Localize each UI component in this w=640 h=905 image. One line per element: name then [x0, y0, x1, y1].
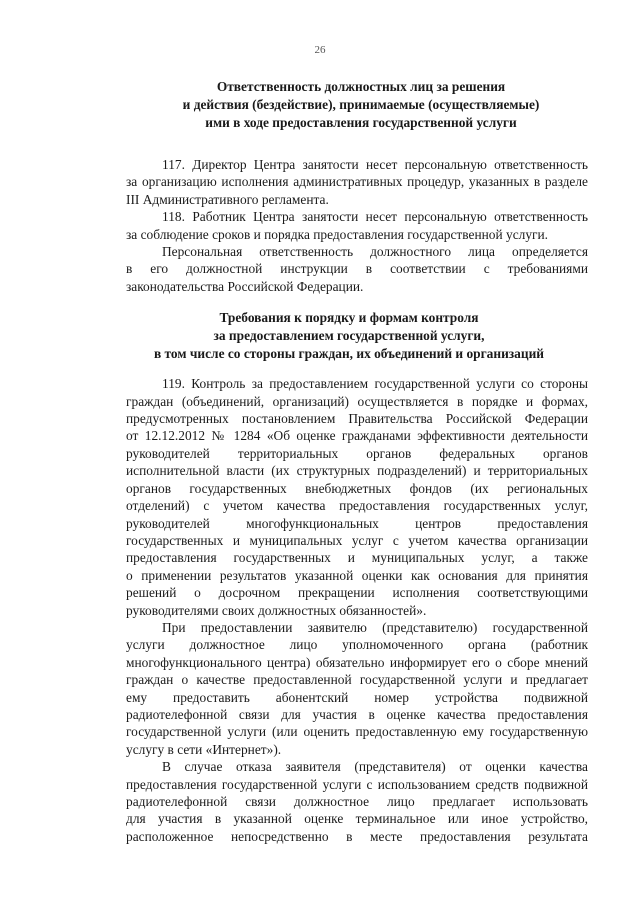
text-line: для участия в указанной оценке терминальное или иное устройство, — [126, 811, 588, 827]
text-line: о применении результатов указанной оценки как основания для принятия — [126, 567, 588, 583]
section-heading-responsibility — [134, 78, 588, 132]
heading-line: в том числе со стороны граждан, их объединений и организаций — [153, 346, 545, 362]
text-line: решений о досрочном прекращении исполнения соответствующими — [126, 585, 588, 601]
text-line: от 12.12.2012 № 1284 «Об оценке гражданами эффективности деятельности — [126, 428, 588, 444]
text-line: предоставления государственных и муниципальных услуг, а также — [126, 550, 588, 566]
document-body — [90, 78, 588, 845]
text-line: предоставления государственной услуги с использованием средств подвижной — [126, 776, 588, 792]
text-line: граждан о качестве предоставленной государственной услуги и предлагает — [126, 672, 588, 688]
text-line: многофункционального центра) обязательно информирует его о сборе мнений — [126, 654, 588, 670]
text-line: услуги должностное лицо уполномоченного органа (работник — [126, 637, 588, 653]
paragraph-refusal-case — [90, 758, 588, 845]
text-line: При предоставлении заявителю (представителю) государственной — [162, 619, 588, 635]
text-line: радиотелефонной связи для участия в оценке качества предоставления — [126, 706, 588, 722]
text-line: руководителей территориальных органов федеральных органов — [126, 445, 588, 461]
text-line: законодательства Российской Федерации. — [126, 278, 364, 294]
text-line: расположенное непосредственно в месте предоставления результата — [126, 828, 588, 844]
paragraph-117 — [90, 156, 588, 208]
text-line: В случае отказа заявителя (представителя) от оценки качества — [162, 759, 588, 775]
text-line: граждан (объединений, организаций) осуществляется в порядке и формах, — [126, 393, 588, 409]
text-line: предусмотренных постановлением Правительства Российской Федерации — [126, 411, 588, 427]
text-line: государственной услуги (или оценить предоставленную ему государственную — [126, 724, 588, 740]
text-line: органов государственных внебюджетных фондов (их региональных — [126, 480, 588, 496]
text-line: ему предоставить абонентский номер устройства подвижной — [126, 689, 588, 705]
text-line: государственных и муниципальных услуг с учетом качества организации — [126, 532, 588, 548]
text-line: исполнительной власти (их структурных подразделений) и территориальных — [126, 463, 588, 479]
text-line: 119. Контроль за предоставлением государственной услуги со стороны — [162, 376, 588, 392]
text-line: Персональная ответственность должностного лица определяется — [162, 244, 588, 260]
heading-line: Ответственность должностных лиц за решения — [216, 79, 506, 94]
text-line: за соблюдение сроков и порядка предоставления государственной услуги. — [126, 226, 549, 242]
paragraph-119 — [90, 375, 588, 619]
text-line: услугу в сети «Интернет»). — [126, 741, 282, 757]
paragraph-personal-responsibility — [90, 243, 588, 295]
heading-line: Требования к порядку и формам контроля — [219, 310, 479, 326]
page-number: 26 — [314, 44, 326, 56]
text-line: радиотелефонной связи должностное лицо предлагает использовать — [126, 794, 588, 809]
text-line: III Административного регламента. — [126, 191, 329, 207]
heading-line: и действия (бездействие), принимаемые (осуществляемые) — [182, 97, 540, 112]
text-line: 118. Работник Центра занятости несет персональную ответственность — [162, 209, 588, 225]
heading-line: за предоставлением государственной услуги, — [213, 328, 485, 344]
text-line: в его должностной инструкции в соответствии с требованиями — [126, 261, 588, 277]
paragraph-118 — [90, 208, 588, 243]
paragraph-survey-info — [90, 619, 588, 758]
text-line: отделений) с учетом качества предоставления государственных услуг, — [126, 498, 588, 514]
text-line: руководителей многофункциональных центров предоставления — [126, 515, 588, 531]
text-line: руководителями своих должностных обязанностей». — [126, 602, 427, 618]
text-line: за организацию исполнения административных процедур, указанных в разделе — [126, 174, 588, 190]
heading-line: ими в ходе предоставления государственной услуги — [205, 115, 517, 130]
text-line: 117. Директор Центра занятости несет персональную ответственность — [162, 157, 588, 172]
section-heading-control — [110, 309, 588, 363]
